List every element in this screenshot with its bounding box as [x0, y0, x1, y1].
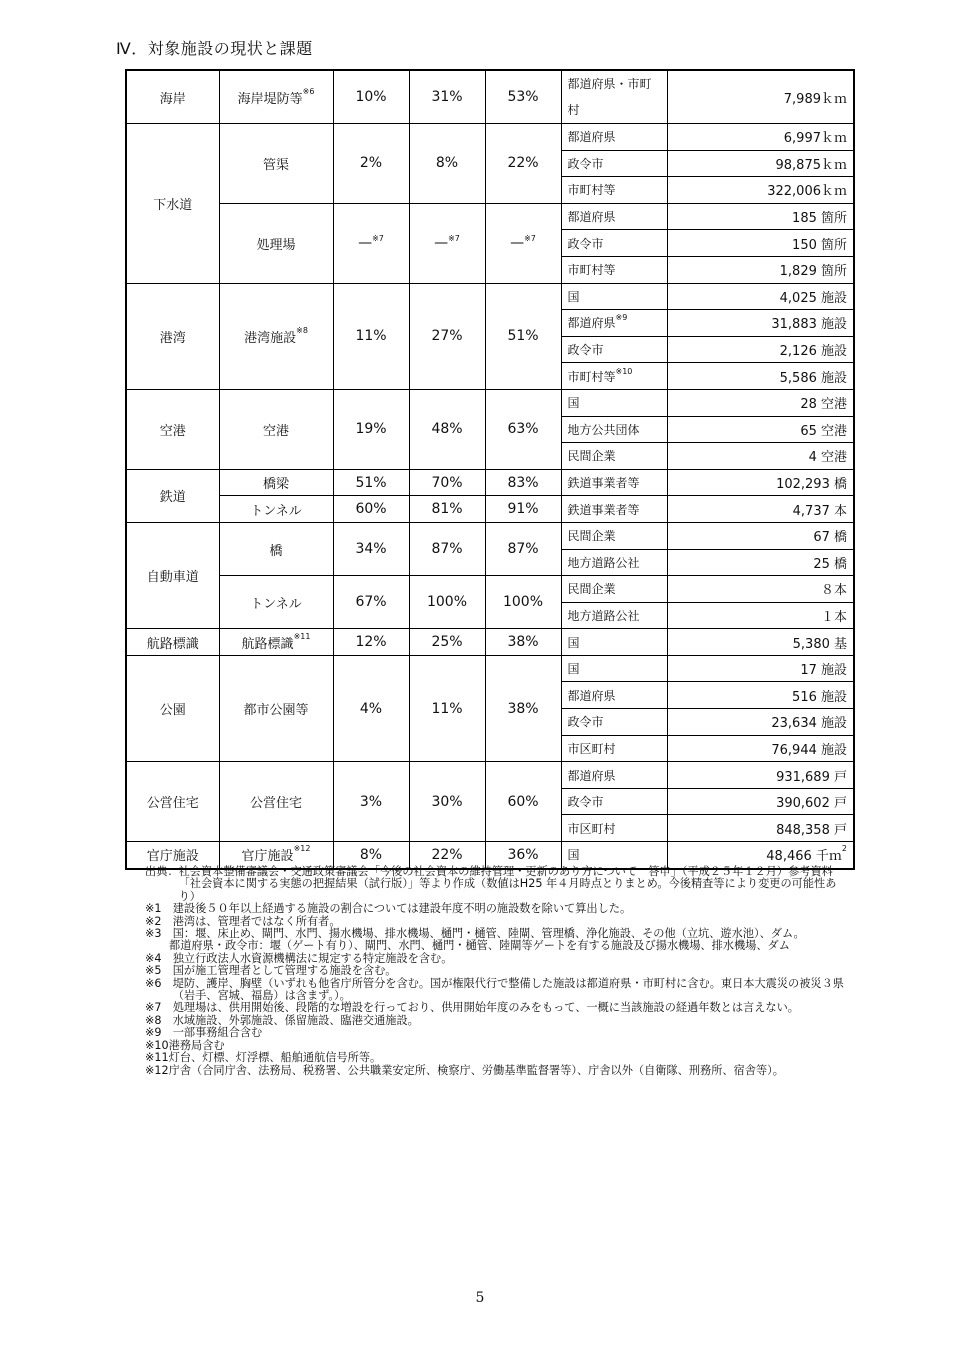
pct-cell: 25%: [409, 629, 485, 656]
owner-cell: 市町村等: [561, 256, 667, 283]
footnote: 都道府県・政令市：堰（ゲート有り）、閘門、水門、樋門・樋管、陸閘等ゲートを有する施設及び揚水機場、排水機場、ダム: [169, 939, 790, 953]
owner-cell: 政令市: [561, 150, 667, 177]
amount-cell: ８本: [667, 576, 854, 603]
amount-cell: 150 箇所: [667, 230, 854, 257]
footnote: ※1 建設後５０年以上経過する施設の割合については建設年度不明の施設数を除いて算出した。: [145, 902, 632, 916]
owner-cell: 地方道路公社: [561, 549, 667, 576]
facility-cell: 公営住宅: [219, 762, 333, 842]
pct-cell: 51%: [333, 469, 409, 496]
pct-cell: 31%: [409, 70, 485, 124]
facility-cell: 処理場: [219, 203, 333, 283]
table-row: [126, 629, 854, 656]
footnote: ※3 国：堰、床止め、閘門、水門、揚水機場、排水機場、樋門・樋管、陸閘、管理橋、浄化施設、その他（立坑、遊水池）、ダム。: [145, 927, 805, 941]
facility-cell: 空港: [219, 389, 333, 469]
owner-cell: 市区町村: [561, 735, 667, 762]
amount-cell: 76,944 施設: [667, 735, 854, 762]
pct-cell: 81%: [409, 496, 485, 523]
pct-cell: 48%: [409, 389, 485, 469]
owner-cell: 国: [561, 655, 667, 682]
table-row: [126, 283, 854, 310]
owner-cell: 国: [561, 283, 667, 310]
pct-cell: 100%: [485, 576, 561, 629]
amount-cell: 185 箇所: [667, 203, 854, 230]
footnotes: [145, 866, 845, 1077]
pct-cell: 60%: [333, 496, 409, 523]
amount-cell: 23,634 施設: [667, 709, 854, 736]
amount-cell: 1,829 箇所: [667, 256, 854, 283]
pct-cell: 38%: [485, 655, 561, 761]
amount-cell: 65 空港: [667, 416, 854, 443]
amount-cell: 102,293 橋: [667, 469, 854, 496]
category-cell: 空港: [126, 389, 219, 469]
amount-cell: 390,602 戸: [667, 788, 854, 815]
facility-cell: 都市公園等: [219, 655, 333, 761]
owner-cell: 民間企業: [561, 443, 667, 470]
amount-cell: 31,883 施設: [667, 310, 854, 337]
amount-cell: 17 施設: [667, 655, 854, 682]
pct-cell: 36%: [485, 842, 561, 869]
pct-cell: —$^{※7}$: [409, 203, 485, 283]
footnote: ※8 水域施設、外郭施設、係留施設、臨港交通施設。: [145, 1013, 419, 1027]
owner-cell: 都道府県: [561, 124, 667, 151]
pct-cell: 27%: [409, 283, 485, 389]
category-cell: 自動車道: [126, 522, 219, 628]
footnote: ※7 処理場は、供用開始後、段階的な増設を行っており、供用開始年度のみをもって、一概に当該施設の経過年数とは言えない。: [145, 1001, 799, 1015]
section-heading: Ⅳ．対象施設の現状と課題: [116, 39, 313, 58]
amount-cell: 98,875ｋｍ: [667, 150, 854, 177]
pct-cell: 11%: [333, 283, 409, 389]
pct-cell: 53%: [485, 70, 561, 124]
table-row: [126, 496, 854, 523]
pct-cell: 63%: [485, 389, 561, 469]
pct-cell: 91%: [485, 496, 561, 523]
owner-cell: 都道府県: [561, 203, 667, 230]
pct-cell: 2%: [333, 124, 409, 204]
category-cell: 鉄道: [126, 469, 219, 522]
owner-cell: 政令市: [561, 336, 667, 363]
owner-cell: 市町村等: [561, 177, 667, 204]
pct-cell: 4%: [333, 655, 409, 761]
facility-cell: 航路標識$^{※11}$: [219, 629, 333, 656]
amount-cell: １本: [667, 602, 854, 629]
category-cell: 公営住宅: [126, 762, 219, 842]
table-row: [126, 655, 854, 682]
owner-cell: 政令市: [561, 230, 667, 257]
footnote: ※11 灯台、灯標、灯浮標、船舶通航信号所等。: [145, 1051, 382, 1065]
amount-cell: 5,380 基: [667, 629, 854, 656]
owner-cell: 民間企業: [561, 522, 667, 549]
amount-cell: 25 橋: [667, 549, 854, 576]
owner-cell: 民間企業: [561, 576, 667, 603]
pct-cell: 19%: [333, 389, 409, 469]
pct-cell: 70%: [409, 469, 485, 496]
category-cell: 公園: [126, 655, 219, 761]
amount-cell: 28 空港: [667, 389, 854, 416]
amount-cell: 4 空港: [667, 443, 854, 470]
owner-cell: 政令市: [561, 788, 667, 815]
pct-cell: 83%: [485, 469, 561, 496]
footnote: ※2 港湾は、管理者ではなく所有者。: [145, 914, 341, 928]
pct-cell: 87%: [409, 522, 485, 575]
table-row: [126, 522, 854, 549]
owner-cell: 国: [561, 629, 667, 656]
table-row: [126, 124, 854, 151]
facility-cell: 港湾施設$^{※8}$: [219, 283, 333, 389]
footnote: ※5 国が施工管理者として管理する施設を含む。: [145, 964, 397, 978]
facility-cell: 橋梁: [219, 469, 333, 496]
pct-cell: 34%: [333, 522, 409, 575]
facility-table: [125, 69, 855, 870]
table-row: [126, 70, 854, 124]
owner-cell: 地方公共団体: [561, 416, 667, 443]
facility-cell: トンネル: [219, 576, 333, 629]
pct-cell: 30%: [409, 762, 485, 842]
category-cell: 下水道: [126, 124, 219, 284]
footnote: ※10 港務局含む: [145, 1038, 225, 1052]
pct-cell: 8%: [409, 124, 485, 204]
owner-cell: 都道府県$^{※9}$: [561, 310, 667, 337]
facility-cell: 官庁施設$^{※12}$: [219, 842, 333, 869]
source-note: 出典： 社会資本整備審議会・交通政策審議会「今後の社会資本の維持管理・更新のあり方について 答申」（平成２５年１２月）参考資料「社会資本に関する実態の把握結果（試行版）」等より作成（数値はH25 年４月時点とりまとめ。今後精査等により変更の可能性あり）: [145, 865, 837, 903]
category-cell: 港湾: [126, 283, 219, 389]
pct-cell: 22%: [485, 124, 561, 204]
table-row: [126, 576, 854, 603]
owner-cell: 国: [561, 389, 667, 416]
facility-cell: トンネル: [219, 496, 333, 523]
pct-cell: 3%: [333, 762, 409, 842]
pct-cell: 8%: [333, 842, 409, 869]
footnote: ※4 独立行政法人水資源機構法に規定する特定施設を含む。: [145, 951, 453, 965]
owner-cell: 地方道路公社: [561, 602, 667, 629]
pct-cell: 60%: [485, 762, 561, 842]
pct-cell: 11%: [409, 655, 485, 761]
owner-cell: 鉄道事業者等: [561, 496, 667, 523]
amount-cell: 848,358 戸: [667, 815, 854, 842]
amount-cell: 4,737 本: [667, 496, 854, 523]
owner-cell: 都道府県・市町村: [561, 70, 667, 124]
pct-cell: 22%: [409, 842, 485, 869]
category-cell: 海岸: [126, 70, 219, 124]
amount-cell: 7,989ｋｍ: [667, 70, 854, 124]
page-number: 5: [475, 1290, 485, 1306]
pct-cell: 67%: [333, 576, 409, 629]
amount-cell: 516 施設: [667, 682, 854, 709]
pct-cell: 100%: [409, 576, 485, 629]
amount-cell: 2,126 施設: [667, 336, 854, 363]
pct-cell: 51%: [485, 283, 561, 389]
facility-cell: 橋: [219, 522, 333, 575]
table-row: [126, 203, 854, 230]
amount-cell: 67 橋: [667, 522, 854, 549]
pct-cell: —$^{※7}$: [333, 203, 409, 283]
table-row: [126, 469, 854, 496]
owner-cell: 鉄道事業者等: [561, 469, 667, 496]
amount-cell: 48,466 千ｍ$^2$: [667, 842, 854, 869]
pct-cell: 10%: [333, 70, 409, 124]
amount-cell: 4,025 施設: [667, 283, 854, 310]
owner-cell: 市町村等$^{※10}$: [561, 363, 667, 390]
amount-cell: 6,997ｋｍ: [667, 124, 854, 151]
pct-cell: 87%: [485, 522, 561, 575]
pct-cell: 38%: [485, 629, 561, 656]
category-cell: 航路標識: [126, 629, 219, 656]
owner-cell: 市区町村: [561, 815, 667, 842]
category-cell: 官庁施設: [126, 842, 219, 869]
owner-cell: 都道府県: [561, 682, 667, 709]
owner-cell: 政令市: [561, 709, 667, 736]
pct-cell: —$^{※7}$: [485, 203, 561, 283]
pct-cell: 12%: [333, 629, 409, 656]
footnote: ※9 一部事務組合含む: [145, 1026, 263, 1040]
amount-cell: 5,586 施設: [667, 363, 854, 390]
table-row: [126, 762, 854, 789]
footnote: ※12 庁舎（合同庁舎、法務局、税務署、公共職業安定所、検察庁、労働基準監督署等）、庁舎以外（自衛隊、刑務所、宿舎等）。: [145, 1063, 784, 1077]
facility-cell: 海岸堤防等$^{※6}$: [219, 70, 333, 124]
facility-cell: 管渠: [219, 124, 333, 204]
owner-cell: 都道府県: [561, 762, 667, 789]
amount-cell: 931,689 戸: [667, 762, 854, 789]
footnote: ※6 堤防、護岸、胸壁（いずれも他省庁所管分を含む。国が権限代行で整備した施設は都道府県・市町村に含む。東日本大震災の被災３県（岩手、宮城、福島）は含まず。）。: [145, 976, 844, 1003]
table-row: [126, 389, 854, 416]
owner-cell: 国: [561, 842, 667, 869]
amount-cell: 322,006ｋｍ: [667, 177, 854, 204]
